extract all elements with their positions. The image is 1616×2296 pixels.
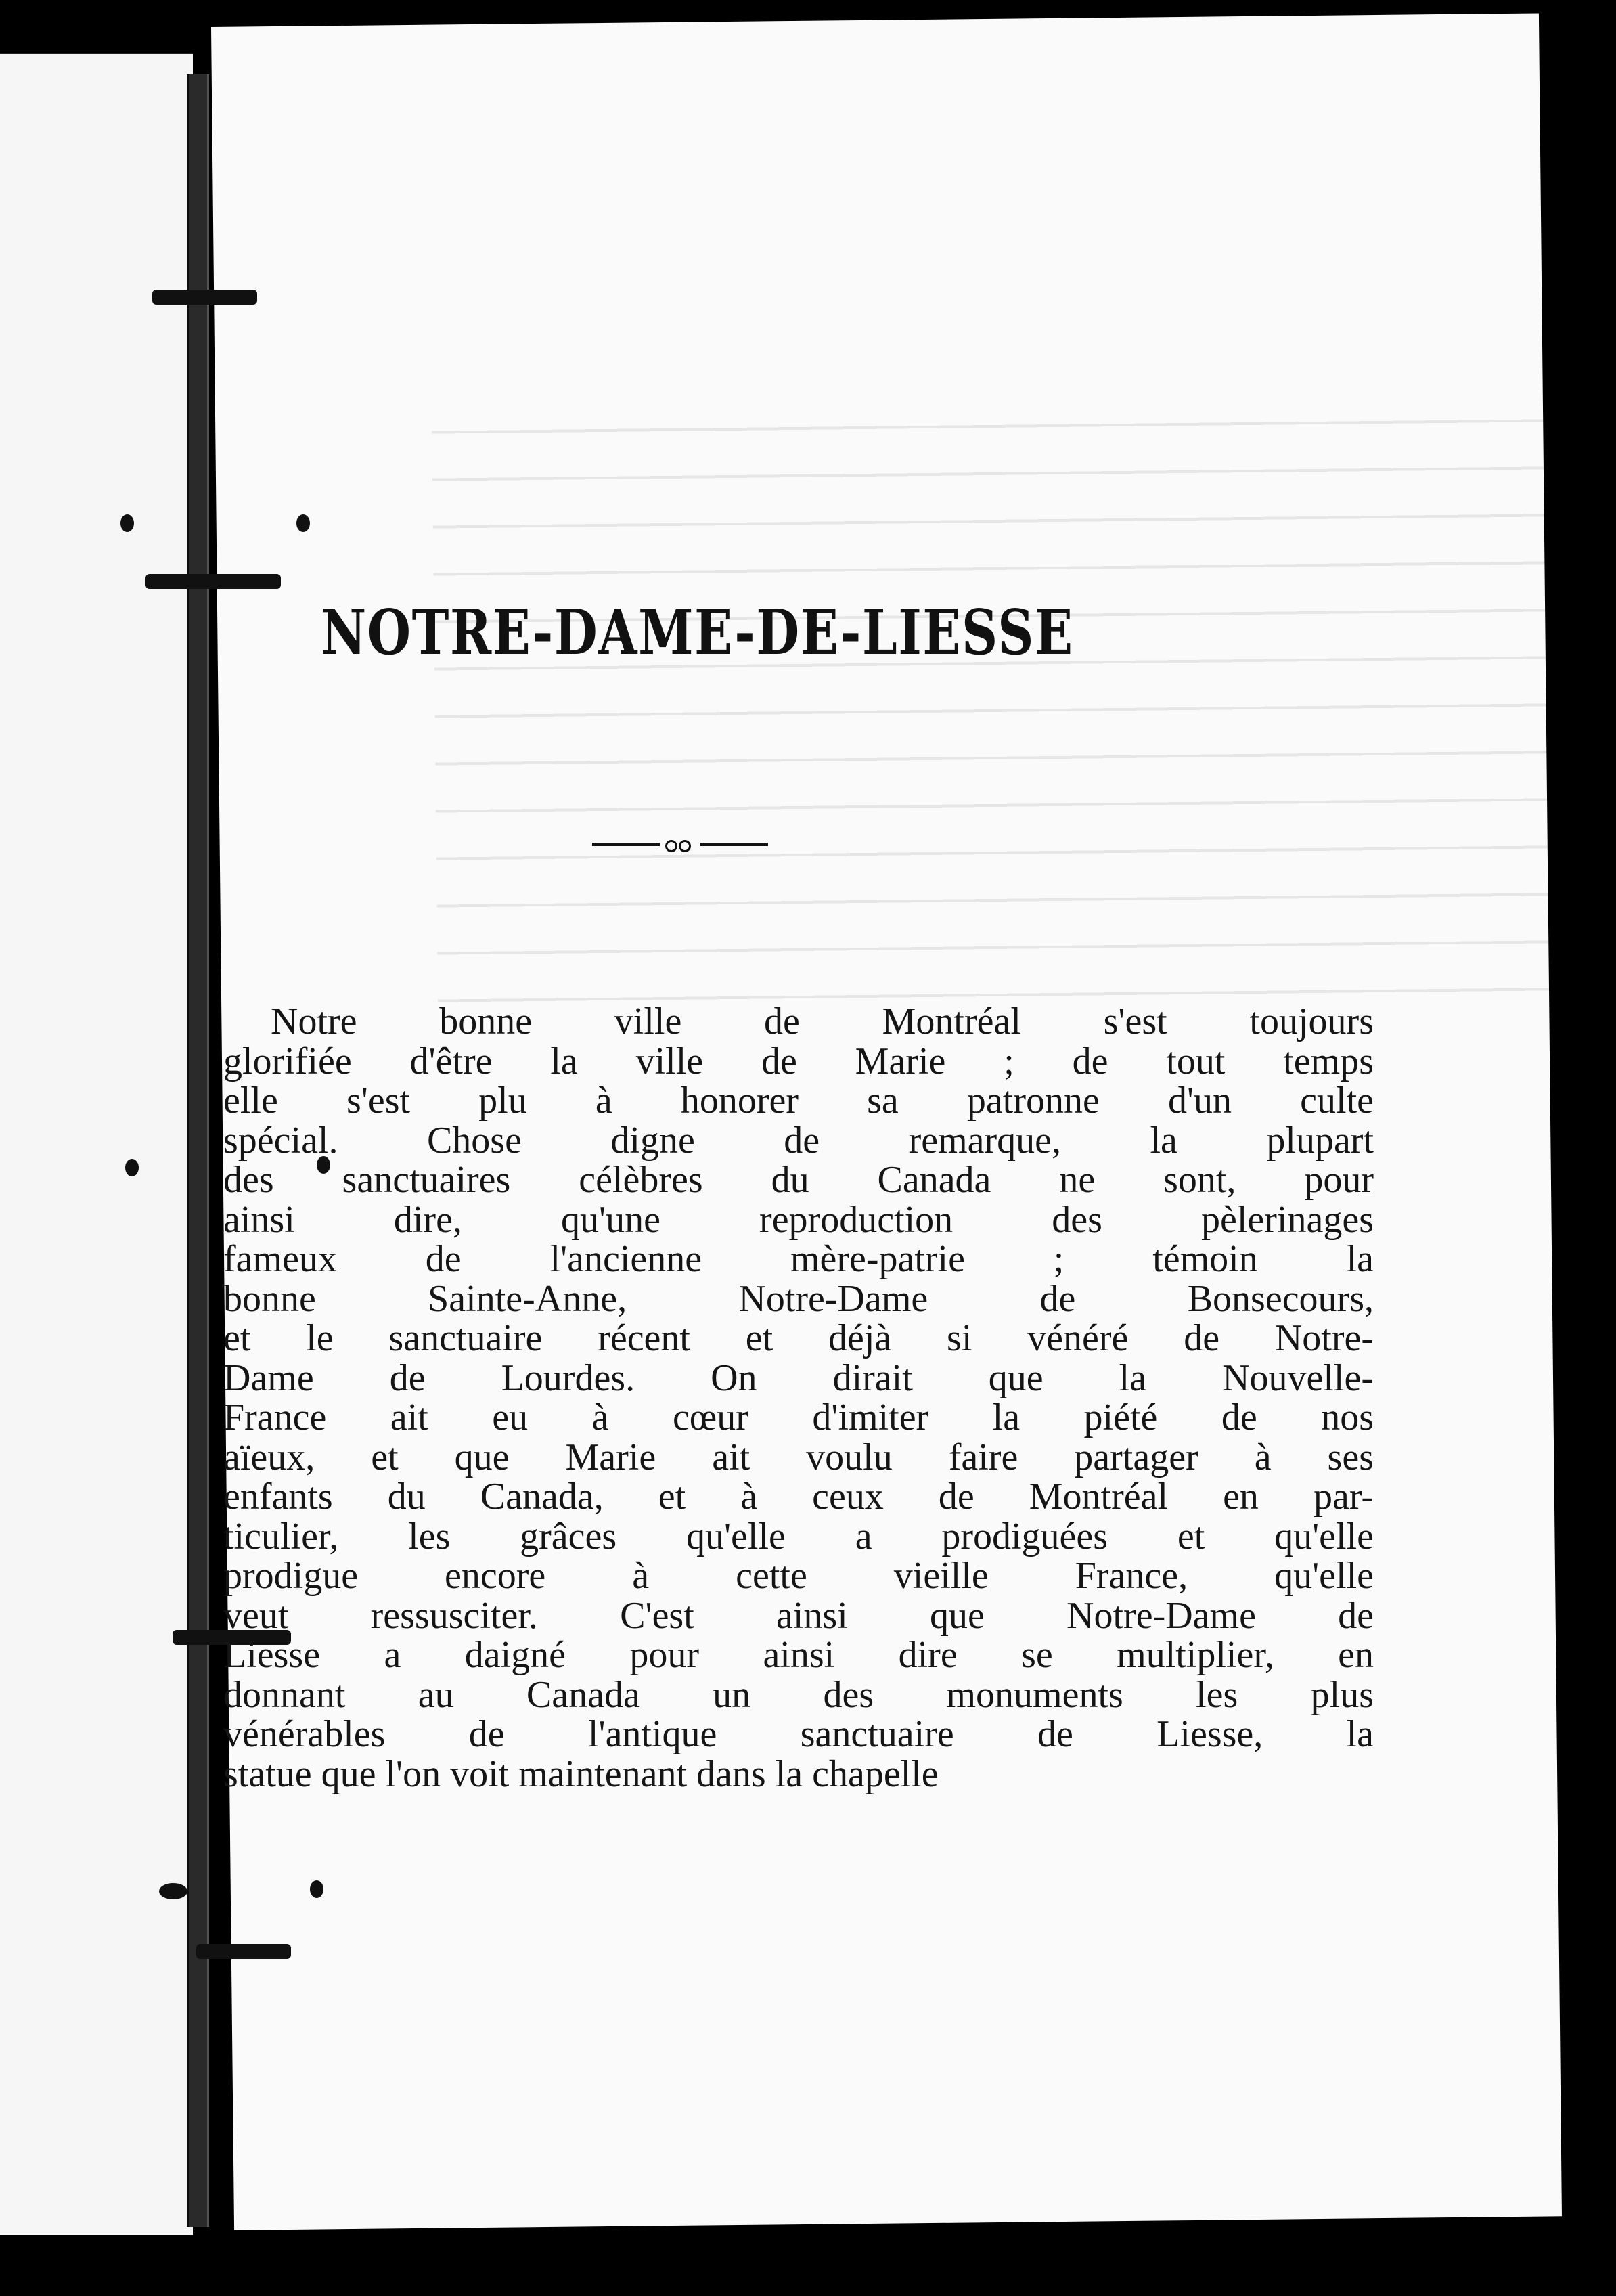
text-line: Dame de Lourdes. On dirait que la Nouvelle- bbox=[223, 1356, 1374, 1399]
text-line: France ait eu à cœur d'imiter la piété de nos bbox=[223, 1396, 1374, 1438]
binding-hole bbox=[310, 1880, 323, 1898]
binding-spine bbox=[187, 74, 209, 2227]
divider-line bbox=[700, 843, 768, 846]
text-line: veut ressusciter. C'est ainsi que Notre-Dame de bbox=[223, 1594, 1374, 1637]
binding-hole bbox=[120, 514, 134, 532]
text-line: spécial. Chose digne de remarque, la plupart bbox=[223, 1119, 1374, 1162]
text-line: aïeux, et que Marie ait voulu faire partager à ses bbox=[223, 1436, 1374, 1478]
binding-stitch bbox=[196, 1944, 291, 1959]
text-line: donnant au Canada un des monuments les plus bbox=[223, 1673, 1374, 1716]
binding-hole bbox=[296, 514, 310, 532]
show-through-text bbox=[432, 392, 1588, 1013]
text-line: bonne Sainte-Anne, Notre-Dame de Bonsecours, bbox=[223, 1277, 1374, 1320]
decorative-divider bbox=[592, 838, 768, 852]
divider-dot bbox=[679, 840, 691, 852]
body-paragraph bbox=[223, 1002, 1374, 1794]
left-page-edge bbox=[0, 53, 193, 2235]
text-line: statue que l'on voit maintenant dans la chapelle bbox=[223, 1752, 939, 1795]
text-line: elle s'est plu à honorer sa patronne d'un culte bbox=[223, 1080, 1374, 1122]
binding-hole bbox=[125, 1159, 139, 1176]
binding-stitch bbox=[145, 574, 281, 589]
text-line: ticulier, les grâces qu'elle a prodiguées et qu'elle bbox=[223, 1515, 1374, 1558]
text-line: fameux de l'ancienne mère-patrie ; témoin la bbox=[223, 1238, 1374, 1280]
binding-stitch bbox=[152, 290, 257, 305]
text-line: glorifiée d'être la ville de Marie ; de tout temps bbox=[223, 1040, 1374, 1082]
text-line: Liesse a daigné pour ainsi dire se multiplier, en bbox=[223, 1634, 1374, 1676]
binding-hole bbox=[159, 1883, 187, 1899]
text-line: et le sanctuaire récent et déjà si vénéré de Notre- bbox=[223, 1317, 1374, 1359]
divider-line bbox=[592, 843, 660, 846]
text-line: prodigue encore à cette vieille France, qu'elle bbox=[223, 1555, 1374, 1597]
page-title: NOTRE-DAME-DE-LIESSE bbox=[321, 596, 1074, 669]
text-line: des sanctuaires célèbres du Canada ne sont, pour bbox=[223, 1159, 1374, 1201]
text-line: ainsi dire, qu'une reproduction des pèlerinages bbox=[223, 1198, 1374, 1241]
text-line: Notre bonne ville de Montréal s'est toujours bbox=[271, 1000, 1374, 1042]
text-line: enfants du Canada, et à ceux de Montréal en par- bbox=[223, 1476, 1374, 1518]
text-line: vénérables de l'antique sanctuaire de Liesse, la bbox=[223, 1713, 1374, 1755]
divider-dot bbox=[665, 840, 677, 852]
